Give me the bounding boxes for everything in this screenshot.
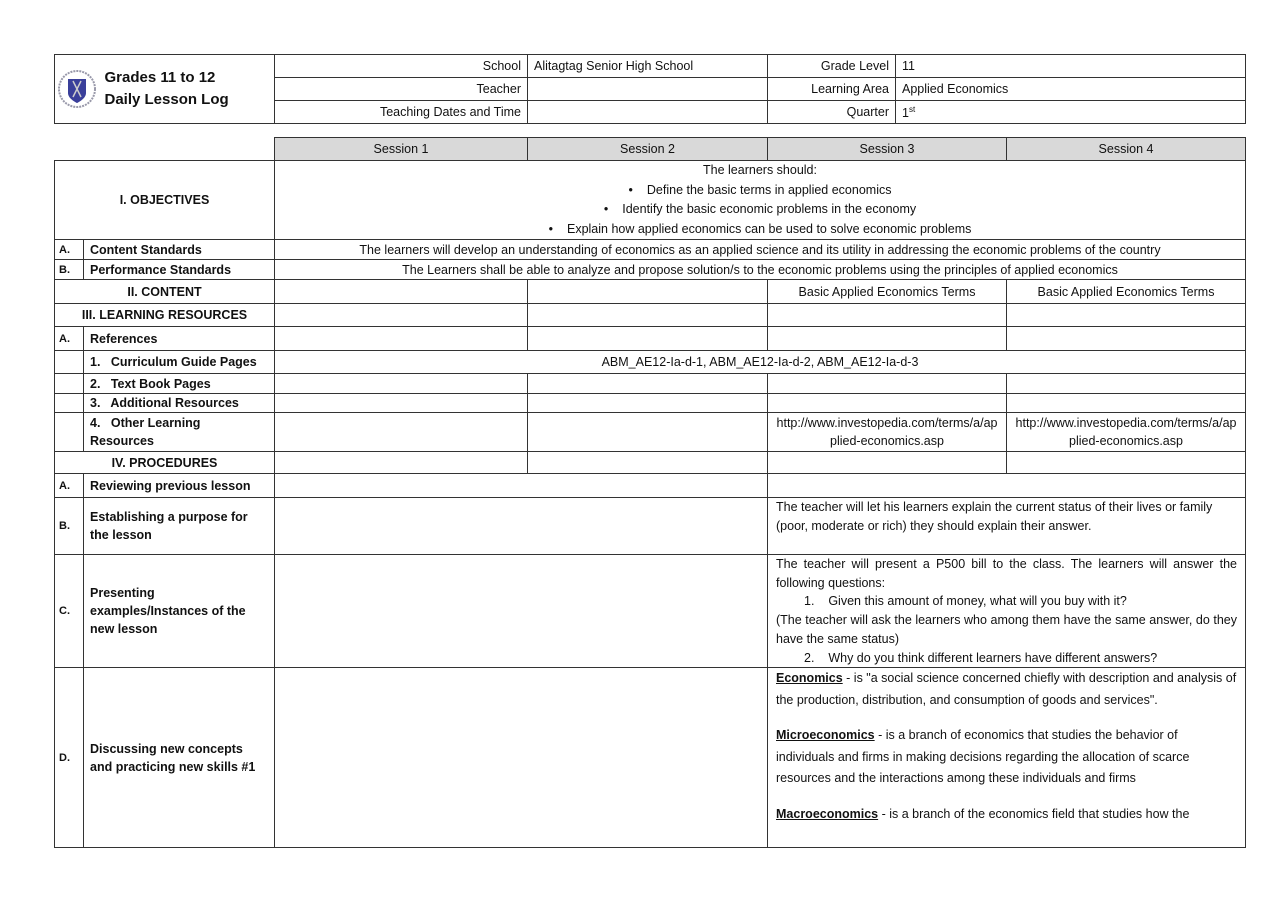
session-1-header: Session 1 bbox=[275, 138, 528, 161]
title-cell bbox=[55, 55, 275, 124]
cell bbox=[275, 413, 528, 452]
cell bbox=[275, 304, 528, 327]
title-line1: Grades 11 to 12 bbox=[104, 69, 216, 86]
cell bbox=[1007, 374, 1246, 394]
cell bbox=[275, 555, 768, 668]
other-resources-s4-link[interactable]: http://www.investopedia.com/terms/a/applied-economics.asp bbox=[1007, 413, 1246, 452]
discussing-label: Discussing new concepts and practicing new skills #1 bbox=[84, 668, 275, 848]
term-macroeconomics: Macroeconomics bbox=[776, 806, 879, 821]
performance-standards-letter: B. bbox=[55, 260, 84, 280]
school-label: School bbox=[275, 55, 528, 78]
cell bbox=[275, 327, 528, 351]
cell bbox=[768, 374, 1007, 394]
purpose-letter: B. bbox=[55, 498, 84, 555]
cell bbox=[528, 413, 768, 452]
grade-label: Grade Level bbox=[768, 55, 896, 78]
review-label: Reviewing previous lesson bbox=[84, 474, 275, 498]
session-2-header: Session 2 bbox=[528, 138, 768, 161]
content-s4: Basic Applied Economics Terms bbox=[1007, 280, 1246, 304]
quarter-label: Quarter bbox=[768, 101, 896, 124]
cell bbox=[768, 327, 1007, 351]
def-economics: - is "a social science concerned chiefly with description and analysis of the production, distribution, and consumption of goods and services". bbox=[776, 671, 1237, 707]
area-label: Learning Area bbox=[768, 78, 896, 101]
quarter-suffix: st bbox=[908, 105, 916, 115]
curriculum-guide-text: ABM_AE12-Ia-d-1, ABM_AE12-Ia-d-2, ABM_AE12-Ia-d-3 bbox=[275, 351, 1246, 374]
other-resources-label-2: Resources bbox=[90, 434, 154, 448]
cell bbox=[768, 304, 1007, 327]
presenting-text-1: The teacher will present a P500 bill to the class. The learners will answer the following questions: bbox=[776, 557, 1237, 590]
content-standards-letter: A. bbox=[55, 240, 84, 260]
quarter-number: 1 bbox=[902, 106, 909, 121]
presenting-question-1: 1. Given this amount of money, what will you buy with it? bbox=[804, 594, 1127, 609]
school-value[interactable]: Alitagtag Senior High School bbox=[528, 55, 768, 78]
procedures-heading: IV. PROCEDURES bbox=[55, 452, 275, 474]
def-macroeconomics: - is a branch of the economics field that studies how the bbox=[878, 806, 1190, 821]
dates-label: Teaching Dates and Time bbox=[275, 101, 528, 124]
presenting-letter: C. bbox=[55, 555, 84, 668]
session-3-header: Session 3 bbox=[768, 138, 1007, 161]
objectives-intro: The learners should: bbox=[703, 163, 817, 177]
objectives-heading: I. OBJECTIVES bbox=[55, 161, 275, 240]
cell bbox=[768, 452, 1007, 474]
review-letter: A. bbox=[55, 474, 84, 498]
cell bbox=[528, 394, 768, 413]
objective-item: • Define the basic terms in applied economics bbox=[281, 181, 1239, 201]
cell bbox=[768, 394, 1007, 413]
session-4-header: Session 4 bbox=[1007, 138, 1246, 161]
term-economics: Economics bbox=[776, 671, 843, 686]
additional-resources-label: 3. Additional Resources bbox=[84, 394, 275, 413]
teacher-label: Teacher bbox=[275, 78, 528, 101]
curriculum-guide-label: 1. Curriculum Guide Pages bbox=[84, 351, 275, 374]
dates-value[interactable] bbox=[528, 101, 768, 124]
cell bbox=[275, 452, 528, 474]
header-table bbox=[54, 54, 1246, 124]
cell bbox=[275, 374, 528, 394]
cell bbox=[55, 374, 84, 394]
performance-standards-label: Performance Standards bbox=[84, 260, 275, 280]
content-s2 bbox=[528, 280, 768, 304]
area-value[interactable]: Applied Economics bbox=[896, 78, 1246, 101]
content-standards-text: The learners will develop an understanding of economics as an applied science and its utility in addressing the economic problems of the country bbox=[275, 240, 1246, 260]
title-line2: Daily Lesson Log bbox=[104, 91, 229, 108]
purpose-text-1: The teacher will let his learners explain the current status of their lives or family bbox=[776, 500, 1213, 514]
other-resources-s3-link[interactable]: http://www.investopedia.com/terms/a/applied-economics.asp bbox=[768, 413, 1007, 452]
cell bbox=[275, 668, 768, 848]
deped-seal-icon bbox=[57, 67, 97, 111]
content-s1 bbox=[275, 280, 528, 304]
performance-standards-text: The Learners shall be able to analyze and propose solution/s to the economic problems using the principles of applied economics bbox=[275, 260, 1246, 280]
cell bbox=[528, 374, 768, 394]
term-microeconomics: Microeconomics bbox=[776, 728, 875, 743]
cell bbox=[528, 304, 768, 327]
textbook-label: 2. Text Book Pages bbox=[84, 374, 275, 394]
cell bbox=[275, 394, 528, 413]
cell bbox=[528, 327, 768, 351]
presenting-question-2: 2. Why do you think different learners have different answers? bbox=[804, 650, 1158, 665]
cell bbox=[1007, 394, 1246, 413]
lesson-table bbox=[54, 137, 1246, 848]
presenting-label: Presenting examples/Instances of the new lesson bbox=[84, 555, 275, 668]
other-resources-label-1: 4. Other Learning bbox=[90, 416, 201, 430]
objective-item: • Explain how applied economics can be used to solve economic problems bbox=[281, 220, 1239, 240]
other-resources-label bbox=[84, 413, 275, 452]
cell bbox=[275, 498, 768, 555]
references-letter: A. bbox=[55, 327, 84, 351]
content-heading: II. CONTENT bbox=[55, 280, 275, 304]
cell bbox=[1007, 452, 1246, 474]
cell bbox=[275, 474, 768, 498]
learning-resources-heading: III. LEARNING RESOURCES bbox=[55, 304, 275, 327]
objective-item: • Identify the basic economic problems in the economy bbox=[281, 200, 1239, 220]
cell bbox=[55, 394, 84, 413]
cell bbox=[1007, 304, 1246, 327]
purpose-label: Establishing a purpose for the lesson bbox=[84, 498, 275, 555]
discussing-text bbox=[768, 668, 1246, 848]
cell bbox=[1007, 327, 1246, 351]
content-s3: Basic Applied Economics Terms bbox=[768, 280, 1007, 304]
content-standards-label: Content Standards bbox=[84, 240, 275, 260]
presenting-text-2: (The teacher will ask the learners who among them have the same answer, do they have the same status) bbox=[776, 613, 1237, 646]
references-label: References bbox=[84, 327, 275, 351]
cell bbox=[55, 413, 84, 452]
purpose-text bbox=[768, 498, 1246, 555]
quarter-value[interactable] bbox=[896, 101, 1246, 124]
cell bbox=[55, 351, 84, 374]
grade-value[interactable]: 11 bbox=[896, 55, 1246, 78]
cell bbox=[528, 452, 768, 474]
purpose-text-2: (poor, moderate or rich) they should explain their answer. bbox=[776, 518, 1092, 533]
presenting-text bbox=[768, 555, 1246, 668]
cell bbox=[768, 474, 1246, 498]
def-microeconomics: - is a branch of economics that studies the behavior of individuals and firms in making decisions regarding the allocation of scarce resources and the interactions among these individuals and firms bbox=[776, 728, 1190, 786]
teacher-value[interactable] bbox=[528, 78, 768, 101]
discussing-letter: D. bbox=[55, 668, 84, 848]
blank-corner bbox=[55, 138, 275, 161]
objectives-content bbox=[275, 161, 1246, 240]
